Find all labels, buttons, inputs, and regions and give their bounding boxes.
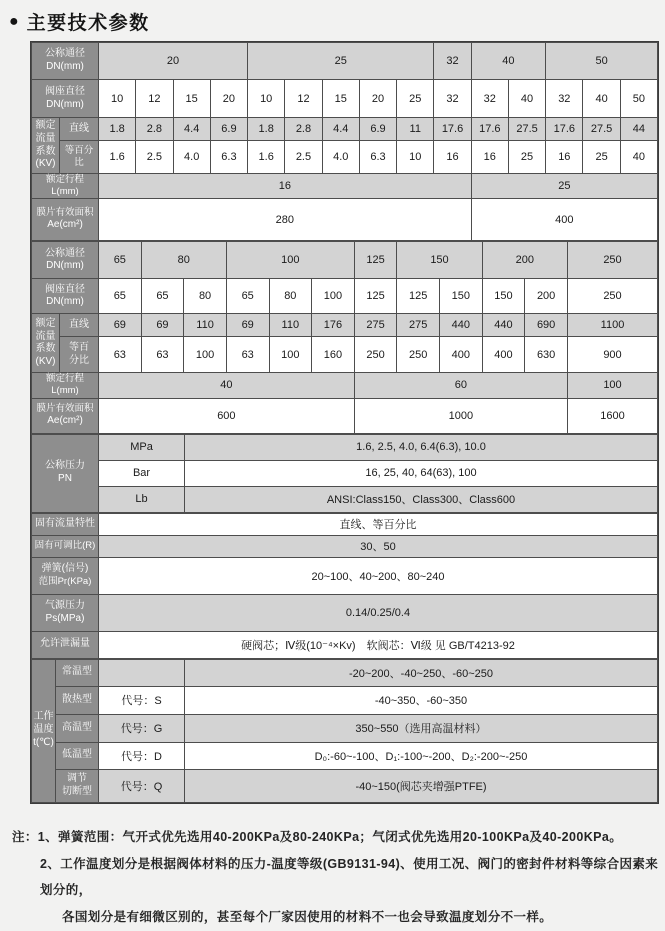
footnote-line: 注：1、弹簧范围：气开式优先选用40-200KPa及80-240KPa；气闭式优先选用20-100KPa及40-200KPa。 — [12, 829, 623, 844]
table-section-pressure — [31, 434, 658, 513]
row-pn-mpa — [32, 434, 658, 460]
table-section-dn65-250 — [31, 241, 658, 433]
row-header-seat-dn — [32, 80, 99, 118]
row-header-diaphragm — [32, 398, 99, 433]
table-cell: 80 — [184, 279, 227, 314]
label-line: 额定 — [35, 317, 56, 329]
row-header-stroke: 额定行程L(mm) — [32, 174, 99, 199]
label-line: (KV) — [35, 158, 56, 170]
table-section-temperature — [31, 659, 658, 803]
row-header-nominal-dn — [32, 43, 99, 80]
table-cell: -20~200、-40~250、-60~250 — [185, 659, 658, 686]
table-cell: 25 — [471, 174, 657, 199]
table-cell: 硬阀芯；Ⅳ级(10⁻⁴×Kv) 软阀芯：Ⅵ级 见 GB/T4213-92 — [99, 631, 658, 658]
table-cell: 69 — [141, 314, 184, 337]
temp-code-cell: 代号：Q — [99, 769, 185, 802]
table-cell: 32 — [546, 80, 583, 118]
dn-group-cell: 25 — [248, 43, 434, 80]
table-cell: 1000 — [354, 398, 567, 433]
label-line: 阀座直径 — [45, 283, 85, 295]
label-line: Ae(cm²) — [47, 415, 83, 427]
table-cell: 69 — [226, 314, 269, 337]
unit-cell: Lb — [99, 486, 185, 512]
row-temp-heat-dissipation — [32, 686, 658, 714]
row-header-leakage: 允许泄漏量 — [32, 631, 99, 658]
table-cell: 200 — [525, 279, 568, 314]
table-cell: 15 — [173, 80, 210, 118]
table-cell: -40~150(阀芯夹增强PTFE) — [185, 769, 658, 802]
table-cell: 1.8 — [99, 118, 136, 141]
row-header-pn — [32, 434, 99, 512]
label-line: 系数 — [35, 343, 56, 355]
table-cell: 400 — [482, 337, 525, 373]
row-temp-normal — [32, 659, 658, 686]
row-temp-low — [32, 742, 658, 769]
table-cell: 25 — [508, 141, 545, 174]
table-cell: 250 — [397, 337, 440, 373]
label-line: DN(mm) — [46, 98, 84, 110]
table-cell: 125 — [354, 279, 397, 314]
table-cell: 30、50 — [99, 535, 658, 557]
table-cell: 176 — [312, 314, 355, 337]
table-cell: 27.5 — [583, 118, 620, 141]
temp-type-cell — [56, 659, 99, 686]
temp-code-cell: 代号：S — [99, 686, 185, 714]
table-cell: 350~550（选用高温材料） — [185, 714, 658, 742]
table-cell: 1.8 — [248, 118, 285, 141]
spec-table — [30, 41, 659, 804]
footnotes — [12, 824, 665, 931]
label-line: 切断型 — [62, 785, 92, 797]
label-line: 流量 — [35, 132, 56, 144]
table-cell: -40~350、-60~350 — [185, 686, 658, 714]
row-seat-dn — [32, 80, 658, 118]
table-cell: 100 — [568, 373, 658, 398]
table-cell: 16 — [471, 141, 508, 174]
row-header-working-temperature — [32, 659, 56, 802]
row-header-flow-characteristic: 固有流量特性 — [32, 513, 99, 535]
temp-type-cell — [56, 742, 99, 769]
footnote-line: 各国划分是有细微区别的，甚至每个厂家因使用的材料不一也会导致温度划分不一样。 — [62, 910, 553, 925]
table-cell: 110 — [269, 314, 312, 337]
table-cell: 2.5 — [136, 141, 173, 174]
label-line: 系数 — [35, 145, 56, 157]
label-line: DN(mm) — [46, 61, 84, 72]
table-cell: 400 — [440, 337, 483, 373]
dn-group-cell: 150 — [397, 242, 482, 279]
table-cell: 0.14/0.25/0.4 — [99, 594, 658, 631]
table-cell: 440 — [440, 314, 483, 337]
table-cell: 250 — [354, 337, 397, 373]
label-line: Ps(MPa) — [45, 612, 85, 624]
label-line: 低温型 — [62, 749, 92, 761]
table-cell: 17.6 — [471, 118, 508, 141]
row-pn-lb — [32, 486, 658, 512]
table-cell: 60 — [354, 373, 567, 398]
label-line: 范围Pr(KPa) — [38, 575, 92, 587]
row-stroke — [32, 174, 658, 199]
temp-type-cell — [56, 714, 99, 742]
footnote-line: 2、工作温度划分是根据阀体材料的压力-温度等级(GB9131-94)、使用工况、阀门的密封件材料等综合因素来划分的， — [40, 856, 659, 898]
table-cell: 4.0 — [322, 141, 359, 174]
page-title — [0, 0, 665, 41]
row-seat-dn — [32, 279, 658, 314]
row-header-linear: 直线 — [60, 314, 99, 337]
table-cell: 280 — [99, 199, 472, 241]
table-cell: 16 — [434, 141, 471, 174]
table-cell: 65 — [141, 279, 184, 314]
table-cell: 100 — [269, 337, 312, 373]
table-cell: 6.3 — [210, 141, 247, 174]
dn-group-cell: 250 — [568, 242, 658, 279]
table-cell: 150 — [440, 279, 483, 314]
table-cell: 63 — [226, 337, 269, 373]
label-line: DN(mm) — [46, 296, 84, 308]
table-cell: 4.4 — [173, 118, 210, 141]
table-cell: 100 — [312, 279, 355, 314]
row-header-seat-dn — [32, 279, 99, 314]
table-cell: 15 — [322, 80, 359, 118]
row-kv-equal — [32, 141, 658, 174]
label-line: 膜片有效面积 — [36, 403, 94, 415]
table-cell: 10 — [397, 141, 434, 174]
table-cell: 40 — [508, 80, 545, 118]
row-header-linear: 直线 — [60, 118, 99, 141]
label-line: 弹簧(信号) — [41, 563, 89, 575]
table-cell: 275 — [354, 314, 397, 337]
row-header-stroke: 额定行程L(mm) — [32, 373, 99, 398]
row-temp-high — [32, 714, 658, 742]
table-cell: 6.3 — [359, 141, 396, 174]
label-line: 高温型 — [62, 721, 92, 733]
row-header-diaphragm — [32, 199, 99, 241]
table-cell: 250 — [568, 279, 658, 314]
table-cell: 160 — [312, 337, 355, 373]
table-cell: 69 — [99, 314, 142, 337]
unit-cell: Bar — [99, 460, 185, 486]
row-header-nominal-dn — [32, 242, 99, 279]
table-cell: 25 — [397, 80, 434, 118]
temp-type-cell — [56, 686, 99, 714]
label-line: DN(mm) — [46, 260, 84, 272]
table-cell: 4.4 — [322, 118, 359, 141]
table-cell: 40 — [583, 80, 620, 118]
table-cell: 1.6 — [99, 141, 136, 174]
table-cell: 65 — [99, 279, 142, 314]
label-line: PN — [58, 473, 72, 485]
label-line: 流量 — [35, 330, 56, 342]
temp-code-cell: 代号：G — [99, 714, 185, 742]
row-header-rangeability: 固有可调比(R) — [32, 535, 99, 557]
table-cell: 100 — [184, 337, 227, 373]
table-cell: 63 — [99, 337, 142, 373]
table-cell: 400 — [471, 199, 657, 241]
table-cell: 20 — [359, 80, 396, 118]
table-cell: ANSI:Class150、Class300、Class600 — [185, 486, 658, 512]
table-cell: 1600 — [568, 398, 658, 433]
table-cell: 10 — [248, 80, 285, 118]
row-leakage — [32, 631, 658, 658]
table-cell: 32 — [471, 80, 508, 118]
label-line: 气源压力 — [45, 599, 85, 611]
dn-group-cell: 65 — [99, 242, 142, 279]
table-cell: 25 — [583, 141, 620, 174]
table-cell: 16 — [546, 141, 583, 174]
temp-code-cell: 代号：D — [99, 742, 185, 769]
table-cell: 32 — [434, 80, 471, 118]
row-nominal-dn — [32, 242, 658, 279]
row-header-equal-percent — [60, 337, 99, 373]
table-cell: 44 — [620, 118, 657, 141]
row-temp-regulating-shutoff — [32, 769, 658, 802]
dn-group-cell: 200 — [482, 242, 567, 279]
table-cell: 440 — [482, 314, 525, 337]
label-line: 散热型 — [62, 693, 92, 705]
dn-group-cell: 125 — [354, 242, 397, 279]
table-cell: 2.8 — [136, 118, 173, 141]
row-header-kv — [32, 118, 60, 174]
dn-group-cell: 32 — [434, 43, 471, 80]
table-cell: 900 — [568, 337, 658, 373]
table-cell: 80 — [269, 279, 312, 314]
row-header-air-supply — [32, 594, 99, 631]
table-cell: 4.0 — [173, 141, 210, 174]
table-cell: 50 — [620, 80, 657, 118]
row-flow-characteristic — [32, 513, 658, 535]
label-line: 分比 — [69, 354, 89, 366]
table-section-dn20-50 — [31, 42, 658, 241]
table-cell: 600 — [99, 398, 355, 433]
table-cell: 630 — [525, 337, 568, 373]
table-cell: 直线、等百分比 — [99, 513, 658, 535]
table-cell: 40 — [620, 141, 657, 174]
row-pn-bar — [32, 460, 658, 486]
label-line: 膜片有效面积 — [36, 207, 94, 219]
label-line: 阀座直径 — [45, 85, 85, 97]
temp-type-cell — [56, 769, 99, 802]
table-cell: 6.9 — [359, 118, 396, 141]
row-kv-linear — [32, 314, 658, 337]
label-line: 等百 — [69, 342, 89, 354]
label-line: t(℃) — [33, 737, 54, 749]
table-cell: 2.8 — [285, 118, 322, 141]
table-cell: 275 — [397, 314, 440, 337]
row-header-kv — [32, 314, 60, 373]
dn-group-cell: 50 — [546, 43, 658, 80]
label-line: 工作 — [33, 711, 54, 723]
row-spring-range — [32, 557, 658, 594]
label-line: 常温型 — [62, 666, 92, 678]
row-kv-equal — [32, 337, 658, 373]
label-line: 公称压力 — [45, 460, 85, 472]
label-line: (KV) — [35, 356, 56, 368]
table-cell: 40 — [99, 373, 355, 398]
table-cell: 150 — [482, 279, 525, 314]
label-line: 温度 — [33, 724, 54, 736]
table-cell: 10 — [99, 80, 136, 118]
label-line: Ae(cm²) — [47, 219, 83, 231]
row-kv-linear — [32, 118, 658, 141]
unit-cell: MPa — [99, 434, 185, 460]
bullet-icon: ● — [9, 12, 19, 30]
dn-group-cell: 40 — [471, 43, 546, 80]
table-cell: 125 — [397, 279, 440, 314]
table-cell: 17.6 — [546, 118, 583, 141]
table-cell: 20~100、40~200、80~240 — [99, 557, 658, 594]
dn-group-cell: 20 — [99, 43, 248, 80]
table-cell: 1100 — [568, 314, 658, 337]
table-section-misc — [31, 513, 658, 659]
label-line: 调节 — [67, 772, 87, 784]
temp-code-cell — [99, 659, 185, 686]
table-cell: 12 — [136, 80, 173, 118]
dn-group-cell: 80 — [141, 242, 226, 279]
table-cell: 16, 25, 40, 64(63), 100 — [185, 460, 658, 486]
label-line: 额定 — [35, 119, 56, 131]
row-diaphragm — [32, 398, 658, 433]
table-cell: 63 — [141, 337, 184, 373]
table-cell: 2.5 — [285, 141, 322, 174]
table-cell: 27.5 — [508, 118, 545, 141]
table-cell: 16 — [99, 174, 472, 199]
label-line: 公称通径 — [45, 247, 85, 259]
row-rangeability — [32, 535, 658, 557]
table-cell: 1.6 — [248, 141, 285, 174]
label-line: 公称通径 — [45, 48, 85, 60]
row-air-supply — [32, 594, 658, 631]
table-cell: 110 — [184, 314, 227, 337]
table-cell: 6.9 — [210, 118, 247, 141]
table-cell: 12 — [285, 80, 322, 118]
row-nominal-dn — [32, 43, 658, 80]
row-stroke — [32, 373, 658, 398]
row-header-equal-percent: 等百分比 — [60, 141, 99, 174]
table-cell: D₀:-60~-100、D₁:-100~-200、D₂:-200~-250 — [185, 742, 658, 769]
table-cell: 17.6 — [434, 118, 471, 141]
table-cell: 65 — [226, 279, 269, 314]
page-title-text: 主要技术参数 — [26, 13, 150, 34]
row-diaphragm — [32, 199, 658, 241]
table-cell: 20 — [210, 80, 247, 118]
table-cell: 690 — [525, 314, 568, 337]
dn-group-cell: 100 — [226, 242, 354, 279]
row-header-spring-range — [32, 557, 99, 594]
table-cell: 1.6, 2.5, 4.0, 6.4(6.3), 10.0 — [185, 434, 658, 460]
table-cell: 11 — [397, 118, 434, 141]
